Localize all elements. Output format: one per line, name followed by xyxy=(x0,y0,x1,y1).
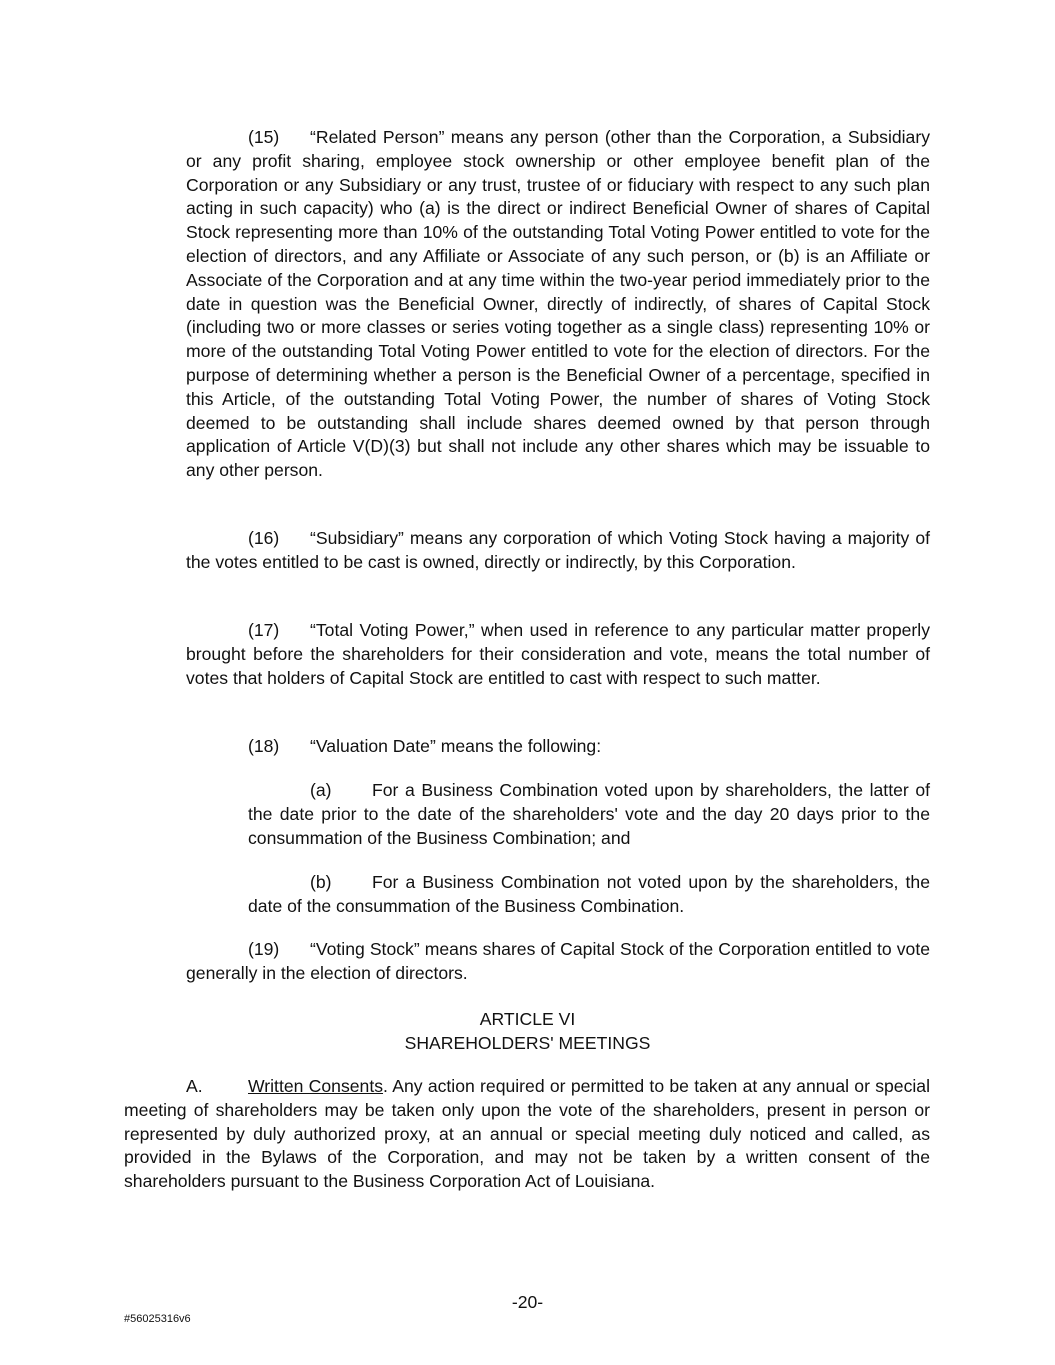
definition-17 xyxy=(186,619,930,690)
definition-18b xyxy=(248,871,930,919)
section-heading: Written Consents xyxy=(248,1076,384,1096)
definition-label: (19) xyxy=(248,939,280,959)
definition-15 xyxy=(186,126,930,483)
definition-label: (16) xyxy=(248,528,280,548)
definition-text: “Total Voting Power,” when used in reference to any particular matter properly brought before the shareholders for their consideration and vote, means the total number of votes that holders of Capital Stock are entitled to cast with respect to such matter. xyxy=(186,620,930,688)
section-text: . Any action required or permitted to be taken at any annual or special meeting of shareholders may be taken only upon the vote of the shareholders, present in person or represented by duly authorized proxy, at an annual or special meeting duly noticed and called, as provided in the Bylaws of the Corporation, and may not be taken by a written consent of the shareholders pursuant to the Business Corporation Act of Louisiana. xyxy=(124,1076,930,1192)
section-a xyxy=(124,1075,930,1194)
definition-label: (18) xyxy=(248,736,280,756)
definition-label: (15) xyxy=(248,127,280,147)
page-number: -20- xyxy=(511,1292,544,1312)
definition-18a xyxy=(248,779,930,850)
section-label: A. xyxy=(186,1076,203,1096)
definition-16 xyxy=(186,527,930,575)
definition-18 xyxy=(186,735,930,759)
subclause-text: For a Business Combination not voted upon by the shareholders, the date of the consummation of the Business Combination. xyxy=(248,872,930,916)
article-number: ARTICLE VI xyxy=(479,1009,576,1029)
definition-text: “Voting Stock” means shares of Capital Stock of the Corporation entitled to vote generally in the election of directors. xyxy=(186,939,930,983)
article-title: SHAREHOLDERS' MEETINGS xyxy=(404,1033,651,1053)
document-id: #56025316v6 xyxy=(124,1313,191,1325)
subclause-text: For a Business Combination voted upon by shareholders, the latter of the date prior to the date of the shareholders' vote and the day 20 days prior to the consummation of the Business Combination; and xyxy=(248,780,930,848)
definition-19 xyxy=(186,938,930,986)
definition-text: “Valuation Date” means the following: xyxy=(310,736,602,756)
definition-text: “Subsidiary” means any corporation of which Voting Stock having a majority of the votes entitled to be cast is owned, directly or indirectly, by this Corporation. xyxy=(186,528,930,572)
definition-label: (17) xyxy=(248,620,280,640)
definition-text: “Related Person” means any person (other than the Corporation, a Subsidiary or any profit sharing, employee stock ownership or other employee benefit plan of the Corporation or any Subsidiary or any trust, trustee of or fiduciary with respect to any such plan acting in such capacity) who (a) is the direct or indirect Beneficial Owner of shares of Capital Stock representing more than 10% of the outstanding Total Voting Power entitled to vote for the election of directors, and any Affiliate or Associate of any such person, or (b) is an Affiliate or Associate of the Corporation and at any time within the two-year period immediately prior to the date in question was the Beneficial Owner, directly of indirectly, of shares of Capital Stock (including two or more classes or series voting together as a single class) representing 10% or more of the outstanding Total Voting Power entitled to vote for the election of directors. For the purpose of determining whether a person is the Beneficial Owner of a percentage, specified in this Article, of the outstanding Total Voting Power, the number of shares of Voting Stock deemed to be outstanding shall include shares deemed owned by that person through application of Article V(D)(3) but shall not include any other shares which may be issuable to any other person. xyxy=(186,127,930,481)
subclause-label: (a) xyxy=(310,780,332,800)
subclause-label: (b) xyxy=(310,872,332,892)
